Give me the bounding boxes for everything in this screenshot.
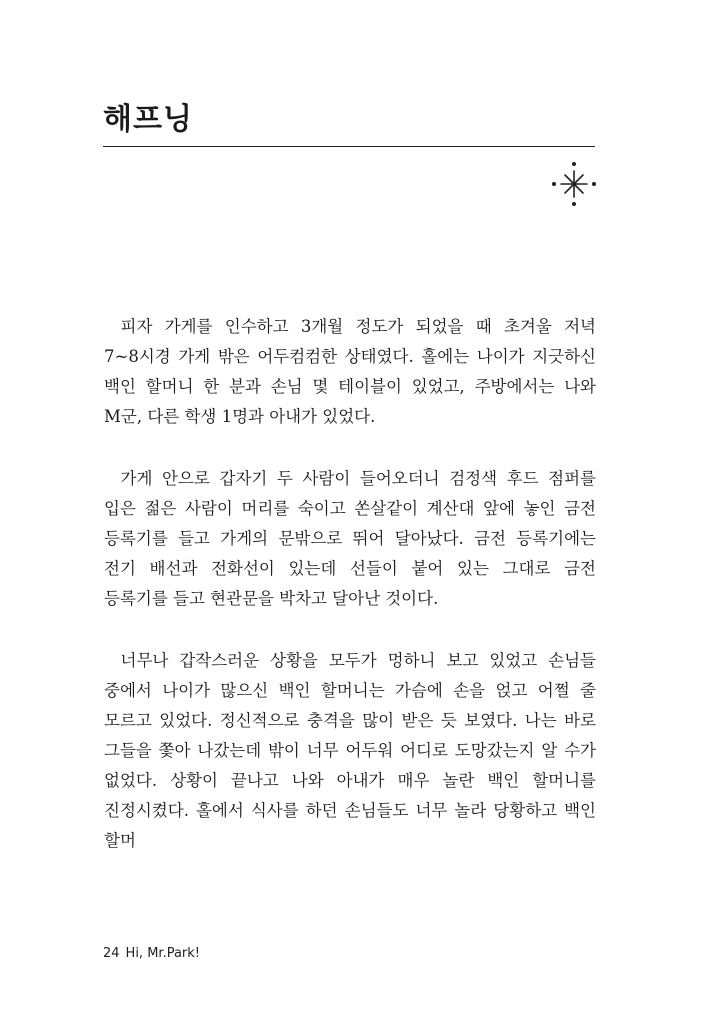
paragraph: 너무나 갑작스러운 상황을 모두가 멍하니 보고 있었고 손님들 중에서 나이가 많으신 백인 할머니는 가슴에 손을 얹고 어쩔 줄 모르고 있었다. 정신적으로 충격을 많이 받은 듯 보였다. 나는 바로 그들을 쫓아 나갔는데 밖이 너무 어두워 어디로 도망갔는지 알 수가 없었다. 상황이 끝나고 나와 아내가 매우 놀란 백인 할머니를 진정시켰다. 홀에서 식사를 하던 손님들도 너무 놀라 당황하고 백인 할머 xyxy=(104,651,596,850)
title-divider xyxy=(103,146,595,147)
paragraph: 피자 가게를 인수하고 3개월 정도가 되었을 때 초겨울 저녁 7~8시경 가게 밖은 어두컴컴한 상태였다. 홀에는 나이가 지긋하신 백인 할머니 한 분과 손님 몇 테이블이 있었고, 주방에서는 나와 M군, 다른 학생 1명과 아내가 있었다. xyxy=(104,317,596,426)
body-text xyxy=(104,312,596,888)
book-title: Hi, Mr.Park! xyxy=(125,946,201,961)
page-footer xyxy=(103,946,206,961)
paragraph: 가게 안으로 갑자기 두 사람이 들어오더니 검정색 후드 점퍼를 입은 젊은 사람이 머리를 숙이고 쏜살같이 계산대 앞에 놓인 금전 등록기를 들고 가게의 문밖으로 뛰어 달아났다. 금전 등록기에는 전기 배선과 전화선이 있는데 선들이 붙어 있는 그대로 금전 등록기를 들고 현관문을 박차고 달아난 것이다. xyxy=(104,469,596,608)
sparkle-icon xyxy=(550,160,598,208)
page-number: 24 xyxy=(103,946,120,961)
chapter-title: 해프닝 xyxy=(103,102,193,137)
